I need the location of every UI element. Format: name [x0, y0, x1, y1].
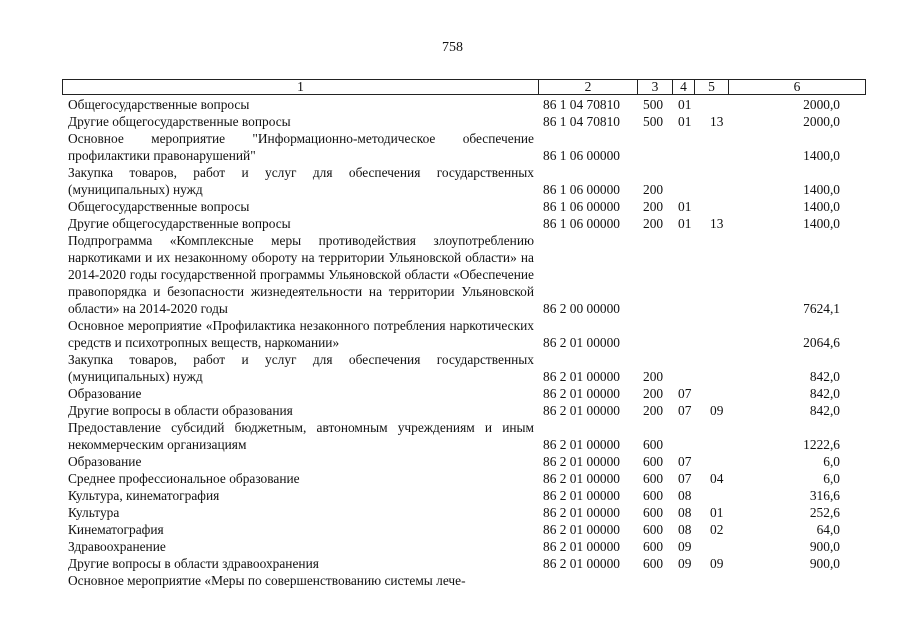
row-rz: 08 [678, 522, 692, 537]
row-vr: 200 [643, 403, 664, 418]
row-sum: 1400,0 [803, 148, 840, 163]
row-rz: 07 [678, 386, 692, 401]
row-name: Закупка товаров, работ и услуг для обеспечения государственных (муниципальных) нужд [68, 165, 534, 197]
row-name: Кинематография [68, 522, 164, 537]
row-vr: 500 [643, 97, 664, 112]
row-sum: 6,0 [823, 454, 840, 469]
table-row [0, 198, 905, 215]
table-row [0, 317, 905, 351]
row-code: 86 1 06 00000 [543, 216, 620, 231]
row-vr: 200 [643, 369, 664, 384]
row-sum: 1400,0 [803, 216, 840, 231]
row-name: Закупка товаров, работ и услуг для обеспечения государственных (муниципальных) нужд [68, 352, 534, 384]
row-code: 86 2 01 00000 [543, 403, 620, 418]
table-body [0, 96, 905, 589]
row-sum: 7624,1 [803, 301, 840, 316]
table-row [0, 453, 905, 470]
row-code: 86 2 01 00000 [543, 369, 620, 384]
row-name: Другие общегосударственные вопросы [68, 114, 291, 129]
row-sum: 900,0 [809, 556, 840, 571]
row-vr: 600 [643, 556, 664, 571]
row-vr: 200 [643, 182, 664, 197]
row-vr: 200 [643, 199, 664, 214]
row-code: 86 1 06 00000 [543, 148, 620, 163]
row-pr: 13 [710, 216, 724, 231]
table-row [0, 487, 905, 504]
row-rz: 01 [678, 114, 692, 129]
row-sum: 6,0 [823, 471, 840, 486]
row-sum: 64,0 [816, 522, 840, 537]
table-row [0, 113, 905, 130]
row-vr: 500 [643, 114, 664, 129]
row-rz: 07 [678, 403, 692, 418]
row-code: 86 1 06 00000 [543, 182, 620, 197]
row-sum: 1400,0 [803, 199, 840, 214]
row-vr: 600 [643, 539, 664, 554]
row-name: Общегосударственные вопросы [68, 97, 250, 112]
table-row [0, 232, 905, 317]
row-vr: 600 [643, 454, 664, 469]
row-name: Основное мероприятие «Профилактика незаконного потребления наркотических средств и психотропных веществ, наркомании» [68, 318, 534, 350]
row-code: 86 2 01 00000 [543, 488, 620, 503]
row-code: 86 1 06 00000 [543, 199, 620, 214]
row-code: 86 2 01 00000 [543, 471, 620, 486]
table-row [0, 419, 905, 453]
row-rz: 01 [678, 199, 692, 214]
table-row [0, 96, 905, 113]
row-sum: 842,0 [809, 386, 840, 401]
row-name: Другие вопросы в области здравоохранения [68, 556, 319, 571]
row-code: 86 2 01 00000 [543, 335, 620, 350]
row-sum: 316,6 [809, 488, 840, 503]
table-row [0, 470, 905, 487]
row-pr: 09 [710, 556, 724, 571]
row-vr: 600 [643, 522, 664, 537]
table-row [0, 555, 905, 572]
row-sum: 252,6 [809, 505, 840, 520]
row-rz: 01 [678, 216, 692, 231]
row-vr: 600 [643, 437, 664, 452]
row-name: Образование [68, 454, 142, 469]
row-name: Образование [68, 386, 142, 401]
row-code: 86 2 01 00000 [543, 505, 620, 520]
row-name: Основное мероприятие "Информационно-методическое обеспечение профилактики правонарушений" [68, 131, 534, 163]
row-name: Культура, кинематография [68, 488, 220, 503]
header-col-3: 3 [637, 80, 672, 94]
row-vr: 600 [643, 488, 664, 503]
row-code: 86 2 01 00000 [543, 539, 620, 554]
row-vr: 200 [643, 216, 664, 231]
row-code: 86 1 04 70810 [543, 97, 620, 112]
row-code: 86 2 01 00000 [543, 437, 620, 452]
row-vr: 200 [643, 386, 664, 401]
row-code: 86 2 01 00000 [543, 386, 620, 401]
row-vr: 600 [643, 471, 664, 486]
table-row [0, 521, 905, 538]
row-sum: 2000,0 [803, 97, 840, 112]
row-sum: 2000,0 [803, 114, 840, 129]
table-row [0, 504, 905, 521]
row-pr: 13 [710, 114, 724, 129]
header-col-1: 1 [297, 79, 304, 94]
row-name: Среднее профессиональное образование [68, 471, 300, 486]
row-code: 86 2 01 00000 [543, 522, 620, 537]
row-rz: 08 [678, 505, 692, 520]
row-name: Культура [68, 505, 120, 520]
row-pr: 02 [710, 522, 724, 537]
row-sum: 2064,6 [803, 335, 840, 350]
row-rz: 07 [678, 471, 692, 486]
row-sum: 1400,0 [803, 182, 840, 197]
table-row [0, 385, 905, 402]
row-pr: 04 [710, 471, 724, 486]
row-rz: 09 [678, 556, 692, 571]
row-name: Здравоохранение [68, 539, 166, 554]
row-code: 86 1 04 70810 [543, 114, 620, 129]
header-col-6: 6 [728, 80, 865, 94]
row-rz: 01 [678, 97, 692, 112]
row-pr: 01 [710, 505, 724, 520]
page-number: 758 [442, 40, 463, 55]
table-row [0, 572, 905, 589]
table-row [0, 402, 905, 419]
row-vr: 600 [643, 505, 664, 520]
table-row [0, 130, 905, 164]
row-rz: 09 [678, 539, 692, 554]
row-sum: 842,0 [809, 403, 840, 418]
table-row [0, 351, 905, 385]
row-name: Предоставление субсидий бюджетным, автономным учреждениям и иным некоммерческим организациям [68, 420, 534, 452]
row-name: Подпрограмма «Комплексные меры противодействия злоупотреблению наркотиками и их незаконному обороту на территории Ульяновской области» на 2014-2020 годы государственной программы Ульяновской области «Обеспечение правопорядка и безопасности жизнедеятельности на территории Ульяновской области» на 2014-2020 годы [68, 233, 534, 316]
row-sum: 1222,6 [803, 437, 840, 452]
row-rz: 08 [678, 488, 692, 503]
table-row [0, 164, 905, 198]
row-code: 86 2 00 00000 [543, 301, 620, 316]
header-col-5: 5 [694, 80, 728, 94]
row-name: Другие общегосударственные вопросы [68, 216, 291, 231]
header-col-2: 2 [538, 80, 637, 94]
row-code: 86 2 01 00000 [543, 454, 620, 469]
row-name: Общегосударственные вопросы [68, 199, 250, 214]
row-pr: 09 [710, 403, 724, 418]
table-row [0, 215, 905, 232]
table-header [62, 79, 866, 95]
table-row [0, 538, 905, 555]
row-name: Другие вопросы в области образования [68, 403, 293, 418]
row-sum: 900,0 [809, 539, 840, 554]
row-sum: 842,0 [809, 369, 840, 384]
row-name: Основное мероприятие «Меры по совершенствованию системы лече- [68, 573, 466, 588]
row-code: 86 2 01 00000 [543, 556, 620, 571]
header-col-4: 4 [672, 80, 694, 94]
row-rz: 07 [678, 454, 692, 469]
